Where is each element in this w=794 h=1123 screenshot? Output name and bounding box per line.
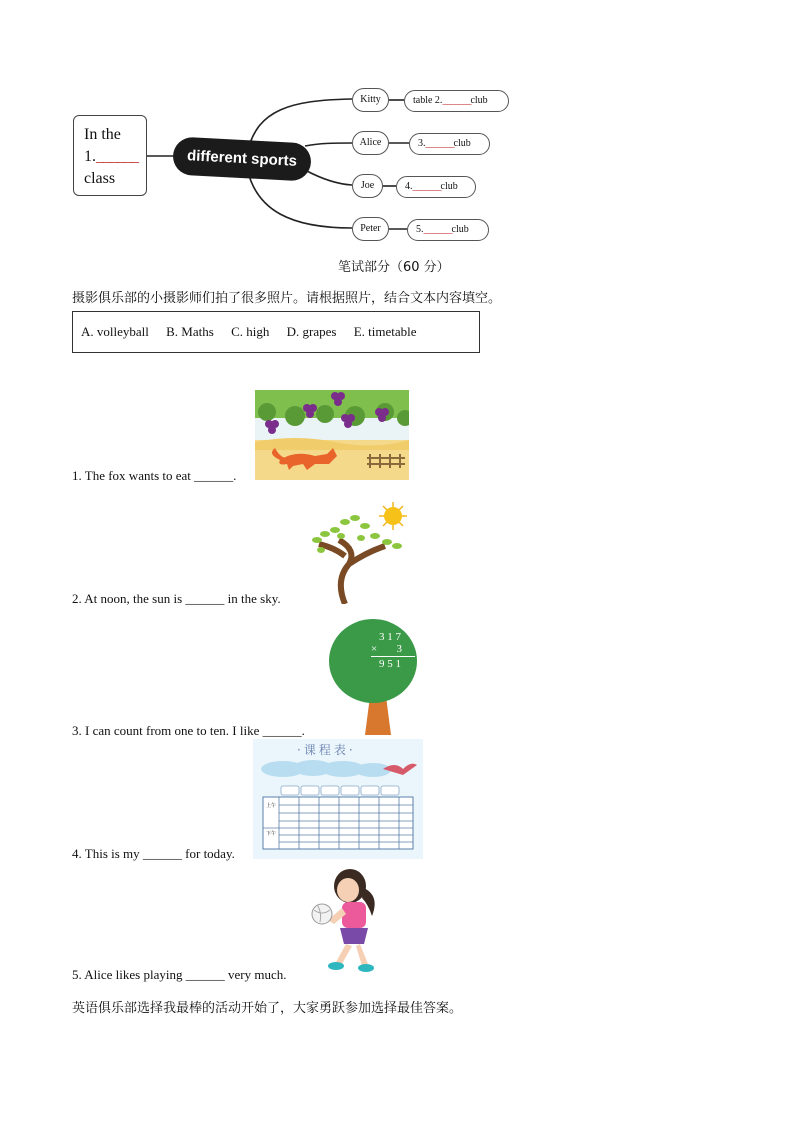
maths-tree-image bbox=[327, 613, 419, 735]
answer-blank-1[interactable]: ______ bbox=[96, 148, 138, 165]
timetable-pm-label: 下午 bbox=[266, 831, 277, 837]
instruction-english-club: 英语俱乐部选择我最棒的活动开始了，大家勇跃参加选择最佳答案。 bbox=[72, 1001, 463, 1016]
mindmap-box-line3: class bbox=[84, 170, 116, 187]
answer-blank-5[interactable]: _______ bbox=[423, 224, 452, 235]
fox-grapes-image bbox=[255, 390, 409, 480]
math-line-3: 9 5 1 bbox=[379, 658, 401, 670]
answer-blank-4[interactable]: _______ bbox=[412, 181, 441, 192]
mindmap-club-2: table 2._______club bbox=[404, 90, 509, 112]
math-rule bbox=[371, 656, 415, 657]
question-3: 3. I can count from one to ten. I like ______. bbox=[72, 723, 305, 738]
question-2: 2. At noon, the sun is ______ in the sky. bbox=[72, 591, 281, 606]
mindmap-club-3: 3._______club bbox=[409, 133, 490, 155]
mindmap-center-node: different sports bbox=[172, 136, 312, 181]
mindmap-name-joe: Joe bbox=[352, 174, 383, 198]
option-c: C. high bbox=[231, 324, 270, 339]
option-e: E. timetable bbox=[353, 324, 417, 339]
math-line-2: × 3 bbox=[371, 643, 402, 655]
option-d: D. grapes bbox=[286, 324, 337, 339]
mindmap-club-4: 4._______club bbox=[396, 176, 476, 198]
option-a: A. volleyball bbox=[81, 324, 149, 339]
math-line-1: 3 1 7 bbox=[379, 631, 401, 643]
mindmap-class-box bbox=[73, 115, 147, 196]
timetable-am-label: 上午 bbox=[266, 803, 277, 809]
question-5: 5. Alice likes playing ______ very much. bbox=[72, 967, 287, 982]
timetable-title: ·课程表· bbox=[297, 743, 356, 757]
mindmap-box-line1: In the bbox=[84, 126, 121, 143]
answer-blank-2[interactable]: _______ bbox=[442, 95, 471, 106]
tree-sun-image bbox=[305, 500, 413, 604]
question-4: 4. This is my ______ for today. bbox=[72, 846, 235, 861]
mindmap-name-kitty: Kitty bbox=[352, 88, 389, 112]
question-1: 1. The fox wants to eat ______. bbox=[72, 468, 237, 483]
mindmap-box-line2: 1.______ bbox=[84, 148, 138, 165]
instruction-photo-club: 摄影俱乐部的小摄影师们拍了很多照片。请根据照片，结合文本内容填空。 bbox=[72, 291, 502, 306]
section-title: 笔试部分（60 分） bbox=[338, 260, 450, 275]
options-box bbox=[72, 311, 480, 353]
volleyball-girl-image bbox=[306, 866, 388, 978]
mindmap-name-peter: Peter bbox=[352, 217, 389, 241]
timetable-image bbox=[253, 739, 423, 859]
option-b: B. Maths bbox=[166, 324, 214, 339]
mindmap-club-5: 5._______club bbox=[407, 219, 489, 241]
mindmap-name-alice: Alice bbox=[352, 131, 389, 155]
answer-blank-3[interactable]: _______ bbox=[425, 138, 454, 149]
